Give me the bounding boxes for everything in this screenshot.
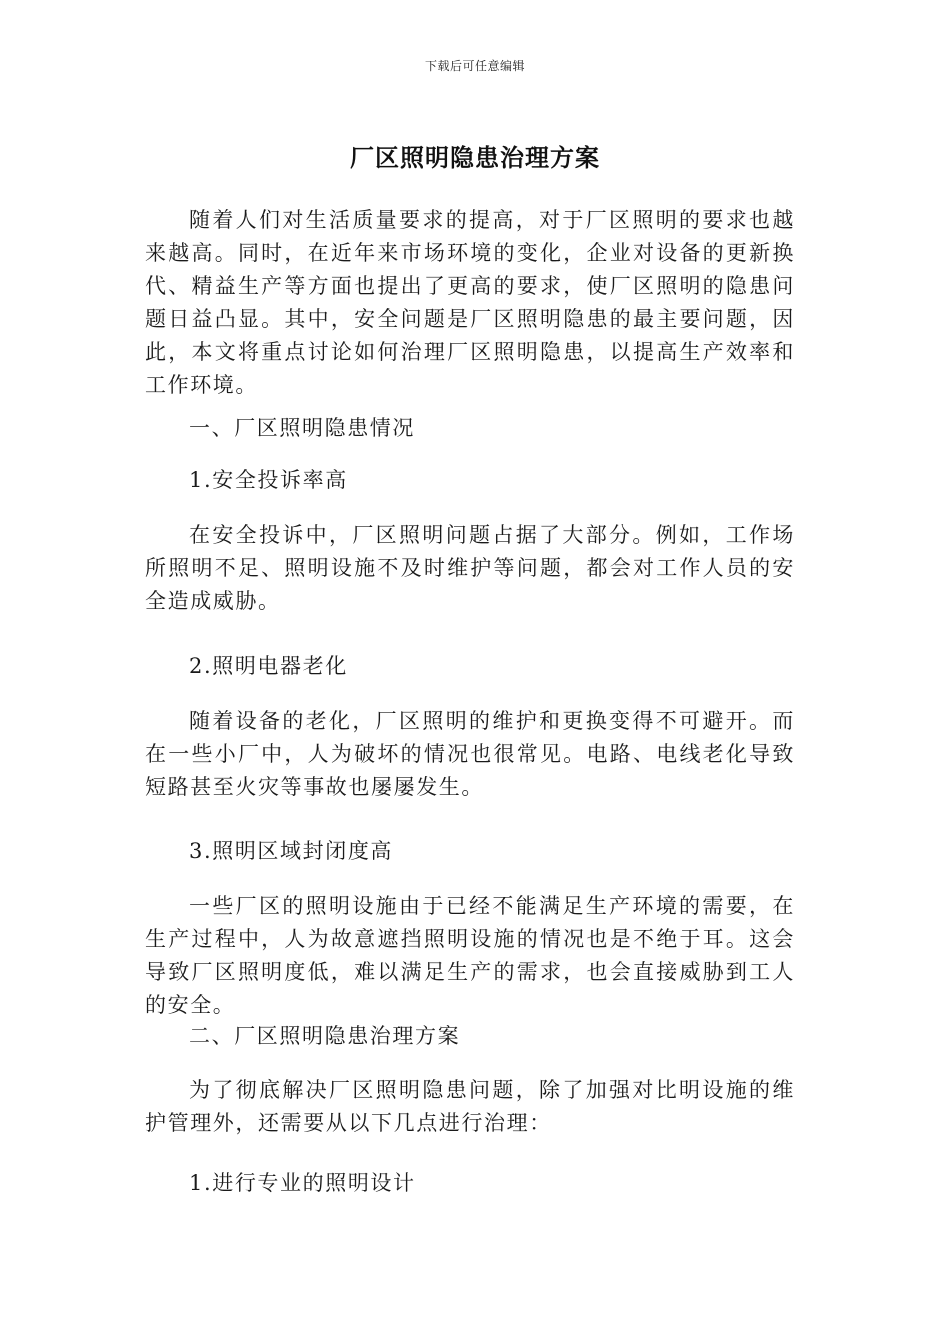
subheading-1-3-block bbox=[145, 835, 795, 868]
section-heading-2: 二、厂区照明隐患治理方案 bbox=[189, 1024, 461, 1048]
paragraph-4-block bbox=[145, 890, 795, 1022]
section-heading-1-block bbox=[145, 412, 795, 445]
subheading-1-1-block bbox=[145, 464, 795, 497]
header-note: 下载后可任意编辑 bbox=[424, 59, 525, 73]
subheading-enclosed-area: 3.照明区域封闭度高 bbox=[189, 839, 394, 863]
paragraph-5-block bbox=[145, 1074, 795, 1140]
section-heading-1: 一、厂区照明隐患情况 bbox=[189, 416, 415, 440]
subheading-2-1-block bbox=[145, 1167, 795, 1200]
intro-paragraph bbox=[145, 204, 795, 402]
paragraph-enclosed-area: 一些厂区的照明设施由于已经不能满足生产环境的需要，在生产过程中，人为故意遮挡照明设施的情况也是不绝于耳。这会导致厂区照明度低，难以满足生产的需求，也会直接威胁到工人的安全。 bbox=[145, 894, 795, 1017]
subheading-professional-design: 1.进行专业的照明设计 bbox=[189, 1171, 416, 1195]
paragraph-safety-complaints: 在安全投诉中，厂区照明问题占据了大部分。例如，工作场所照明不足、照明设施不及时维护等问题，都会对工作人员的安全造成威胁。 bbox=[145, 523, 795, 613]
subheading-1-2-block bbox=[145, 650, 795, 683]
paragraph-aging-equipment: 随着设备的老化，厂区照明的维护和更换变得不可避开。而在一些小厂中，人为破坏的情况也很常见。电路、电线老化导致短路甚至火灾等事故也屡屡发生。 bbox=[145, 709, 795, 799]
subheading-aging-equipment: 2.照明电器老化 bbox=[189, 654, 348, 678]
paragraph-treatment-intro: 为了彻底解决厂区照明隐患问题，除了加强对比明设施的维护管理外，还需要从以下几点进行治理： bbox=[145, 1078, 795, 1135]
paragraph-intro: 随着人们对生活质量要求的提高，对于厂区照明的要求也越来越高。同时，在近年来市场环境的变化，企业对设备的更新换代、精益生产等方面也提出了更高的要求，使厂区照明的隐患问题日益凸显。其中，安全问题是厂区照明隐患的最主要问题，因此，本文将重点讨论如何治理厂区照明隐患，以提高生产效率和工作环境。 bbox=[145, 208, 795, 397]
paragraph-3-block bbox=[145, 705, 795, 804]
subheading-safety-complaints: 1.安全投诉率高 bbox=[189, 468, 348, 492]
section-heading-2-block bbox=[145, 1020, 795, 1053]
document-title: 厂区照明隐患治理方案 bbox=[350, 144, 600, 172]
paragraph-2-block bbox=[145, 519, 795, 618]
